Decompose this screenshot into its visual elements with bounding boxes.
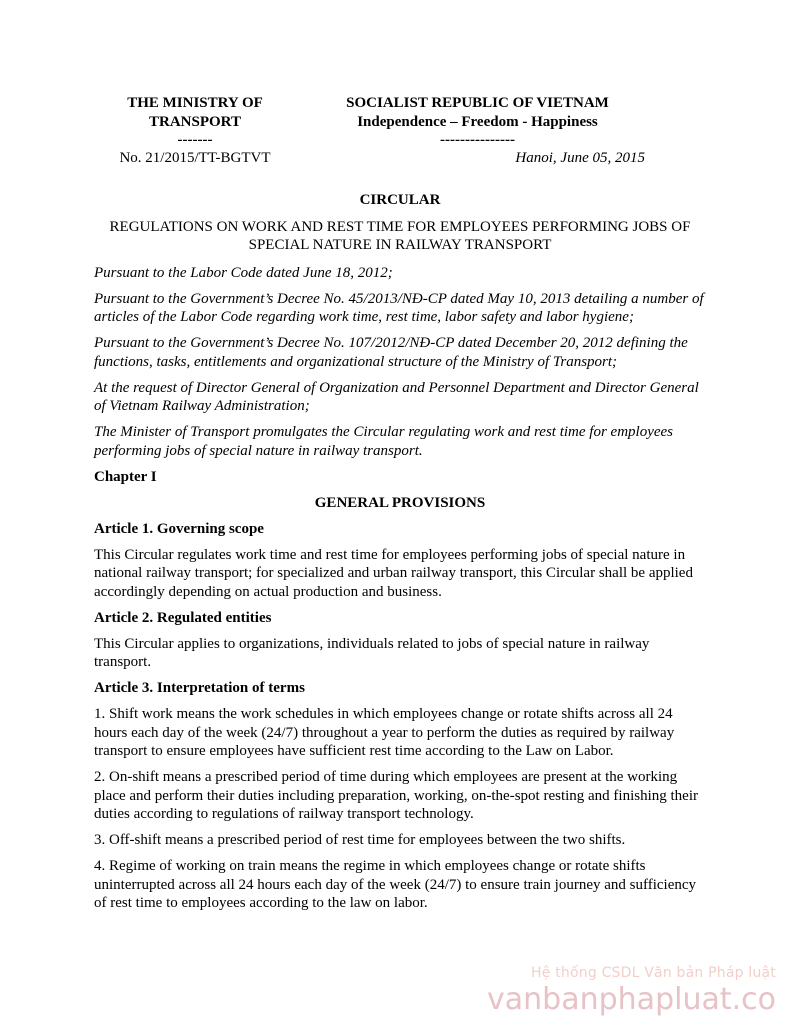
- chapter-title: GENERAL PROVISIONS: [314, 494, 486, 511]
- national-motto: Independence – Freedom - Happiness: [357, 113, 598, 130]
- article-heading: Article 3. Interpretation of terms: [94, 680, 305, 696]
- article-paragraph: This Circular applies to organizations, individuals related to jobs of special nature in railway transport.: [94, 635, 650, 670]
- article-paragraph: 3. Off-shift means a prescribed period of rest time for employees between the two shifts.: [94, 832, 626, 848]
- chapter-label: Chapter I: [94, 468, 157, 485]
- issuing-authority-line2: TRANSPORT: [149, 113, 241, 130]
- watermark-caption: Hệ thống CSDL Văn bản Pháp luật: [531, 965, 776, 981]
- document-number: No. 21/2015/TT-BGTVT: [119, 150, 271, 166]
- preamble-paragraph: Pursuant to the Government’s Decree No. 45/2013/NĐ-CP dated May 10, 2013 detailing a number of articles of the Labor Code regarding work time, rest time, labor safety and labor hygiene;: [94, 290, 704, 325]
- preamble-paragraph: The Minister of Transport promulgates the Circular regulating work and rest time for employees performing jobs of special nature in railway transport.: [94, 424, 674, 459]
- document-type: CIRCULAR: [359, 192, 441, 208]
- article-paragraph: 2. On-shift means a prescribed period of time during which employees are present at the working place and perform their duties including preparation, working, on-the-spot resting and finishing their duties according to regulations of railway transport technology.: [94, 769, 699, 822]
- document-body: [94, 191, 706, 920]
- watermark-site: vanbanphapluat.co: [487, 982, 776, 1017]
- preamble-paragraph: Pursuant to the Government’s Decree No. 107/2012/NĐ-CP dated December 20, 2012 defining the functions, tasks, entitlements and organizational structure of the Ministry of Transport;: [94, 335, 688, 370]
- watermark: [487, 964, 776, 1018]
- document-date: Hanoi, June 05, 2015: [515, 150, 645, 166]
- article-heading: Article 2. Regulated entities: [94, 609, 272, 626]
- issuing-authority-block: [95, 94, 295, 150]
- document-title: REGULATIONS ON WORK AND REST TIME FOR EMPLOYEES PERFORMING JOBS OF SPECIAL NATURE IN RAILWAY TRANSPORT: [109, 218, 691, 253]
- issuing-authority-line1: THE MINISTRY OF: [127, 95, 263, 111]
- article-paragraph: 4. Regime of working on train means the regime in which employees change or rotate shifts uninterrupted across all 24 hours each day of the week (24/7) to ensure train journey and sufficiency of rest time to employees according to the law on labor.: [94, 858, 697, 911]
- preamble-paragraph: At the request of Director General of Organization and Personnel Department and Director General of Vietnam Railway Administration;: [94, 379, 699, 414]
- article-heading: Article 1. Governing scope: [94, 520, 264, 537]
- article-paragraph: This Circular regulates work time and rest time for employees performing jobs of special nature in national railway transport; for specialized and urban railway transport, this Circular shall be applied accordingly depending on actual production and business.: [94, 546, 693, 600]
- national-title: SOCIALIST REPUBLIC OF VIETNAM: [346, 95, 609, 111]
- article-paragraph: 1. Shift work means the work schedules in which employees change or rotate shifts across all 24 hours each day of the week (24/7) throughout a year to perform the duties as required by railway transport to ensure employees have sufficient rest time according to the Law on Labor.: [94, 706, 675, 759]
- national-title-separator: ---------------: [440, 132, 515, 148]
- issuing-authority-separator: -------: [177, 132, 213, 148]
- preamble-paragraph: Pursuant to the Labor Code dated June 18, 2012;: [94, 264, 393, 281]
- national-title-block: [330, 94, 625, 150]
